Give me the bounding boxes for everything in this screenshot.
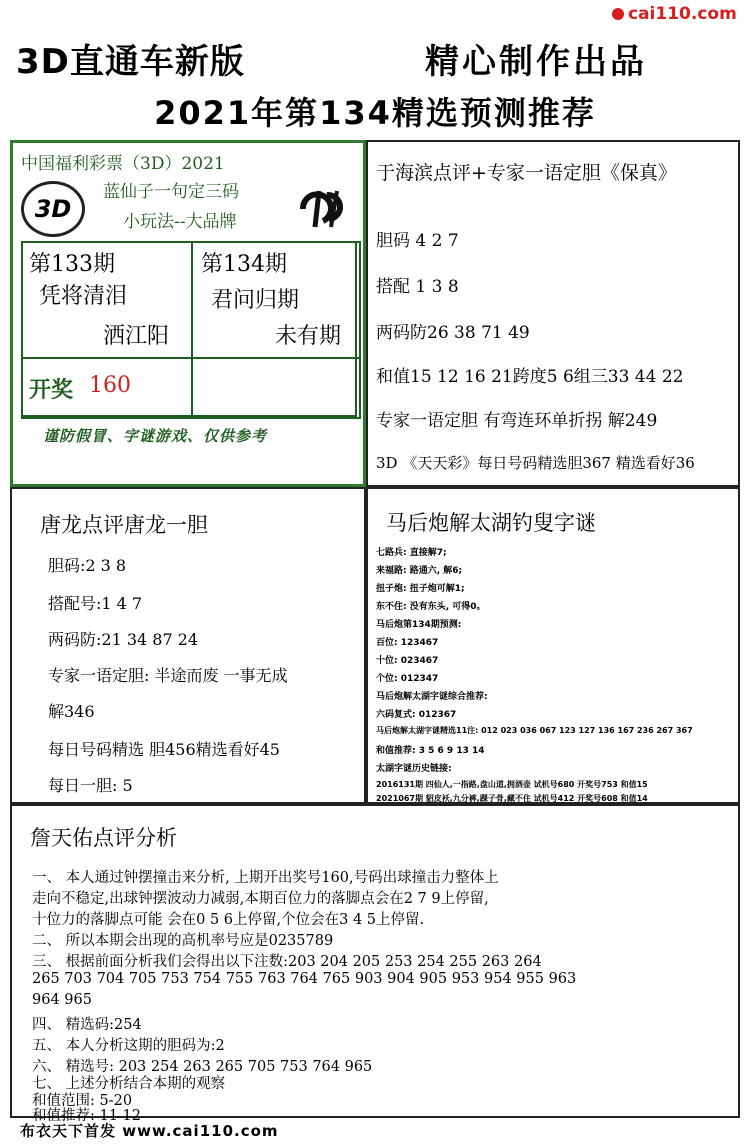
riddle-title: 马后炮解太湖钓叟字谜 — [386, 511, 596, 535]
tanglong-line: 专家一语定胆: 半途而废 一事无成 — [48, 666, 288, 685]
prev-issue-label: 第133期 — [29, 252, 115, 277]
logo-dot-icon — [612, 8, 624, 20]
riddle-line: 十位: 023467 — [376, 656, 439, 666]
riddle-line: 个位: 012347 — [376, 674, 439, 684]
riddle-panel — [366, 487, 740, 804]
analysis-line: 三、 根据前面分析我们会得出以下注数:203 204 205 253 254 255 263 264 — [32, 954, 542, 970]
tanglong-title: 唐龙点评唐龙一胆 — [40, 513, 208, 537]
draw-number: 160 — [89, 373, 131, 398]
tanglong-line: 搭配号:1 4 7 — [48, 594, 143, 613]
riddle-line: 2021067期 貂皮袄,九分裤,踝子骨,藏不住 试机号412 开奖号608 和值14 — [376, 794, 648, 803]
riddle-line: 六码复式: 012367 — [376, 710, 457, 720]
empty-result-cell — [191, 357, 361, 419]
riddle-line: 百位: 123467 — [376, 638, 439, 648]
warning-text: 谨防假冒、字谜游戏、仅供参考 — [43, 427, 268, 445]
next-issue-cell — [191, 241, 361, 359]
riddle-line: 来福路: 路通六, 解6; — [376, 566, 463, 576]
riddle-line: 马后炮解太湖字谜综合推荐: — [376, 692, 488, 702]
riddle-line: 东不住: 没有东头, 可得0。 — [376, 602, 486, 612]
next-poem-line2: 未有期 — [275, 324, 342, 349]
3d-logo-text: 3D — [34, 195, 72, 223]
analysis-line: 五、 本人分析这期的胆码为:2 — [32, 1038, 225, 1054]
welfare-emblem-icon — [293, 185, 357, 233]
expert-review-title: 于海滨点评+专家一语定胆《保真》 — [376, 162, 677, 184]
logo-text: cai110.com — [628, 4, 737, 24]
expert-line: 专家一语定胆 有弯连环单折拐 解249 — [376, 411, 658, 431]
lottery-card-title: 中国福利彩票（3D）2021 — [21, 154, 225, 174]
riddle-line: 马后炮解太湖字谜精选11注: 012 023 036 067 123 127 136 167 236 267 367 — [376, 726, 693, 735]
analysis-line: 二、 所以本期会出现的高机率号应是0235789 — [32, 933, 334, 949]
prev-poem-line1: 凭将清泪 — [39, 284, 128, 309]
header-title-left: 3D直通车新版 — [16, 42, 245, 82]
expert-line: 搭配 1 3 8 — [376, 277, 459, 297]
tanglong-panel — [10, 487, 366, 804]
tanglong-line: 胆码:2 3 8 — [48, 556, 127, 575]
card-slogan-2: 小玩法--大品牌 — [123, 212, 237, 232]
lottery-card — [10, 140, 366, 487]
analysis-line: 265 703 704 705 753 754 755 763 764 765 903 904 905 953 954 955 963 — [32, 971, 577, 987]
draw-label: 开奖 — [29, 377, 74, 403]
3d-logo-icon — [21, 181, 85, 237]
expert-line: 3D 《天天彩》每日号码精选胆367 精选看好36 — [376, 454, 695, 472]
analysis-title: 詹天佑点评分析 — [30, 826, 177, 850]
site-logo[interactable] — [612, 4, 737, 24]
analysis-line: 六、 精选号: 203 254 263 265 705 753 764 965 — [32, 1059, 373, 1075]
riddle-line: 扭子炮: 扭子炮可解1; — [376, 584, 465, 594]
expert-line: 两码防26 38 71 49 — [376, 323, 530, 343]
riddle-line: 和值推荐: 3 5 6 9 13 14 — [376, 746, 485, 756]
expert-review-panel — [366, 140, 740, 487]
card-slogan-1: 蓝仙子一句定三码 — [103, 182, 239, 202]
analysis-line: 十位力的落脚点可能 会在0 5 6上停留,个位会在3 4 5上停留. — [32, 912, 425, 928]
issue-grid — [21, 241, 357, 417]
analysis-line: 和值推荐: 11 12 — [32, 1108, 142, 1124]
analysis-panel — [10, 804, 740, 1124]
header-title-right: 精心制作出品 — [425, 42, 647, 82]
expert-line: 和值15 12 16 21跨度5 6组三33 44 22 — [376, 367, 684, 387]
tanglong-line: 每日一胆: 5 — [48, 776, 133, 795]
footer-text: 布衣天下首发 www.cai110.com — [20, 1122, 279, 1140]
tanglong-line: 解346 — [48, 702, 95, 721]
riddle-line: 太湖字谜历史链接: — [376, 764, 452, 774]
draw-result-cell — [21, 357, 193, 419]
next-issue-label: 第134期 — [201, 252, 287, 277]
riddle-line: 2016131期 四仙人,一指路,盘山道,拥酒壶 试机号680 开奖号753 和值15 — [376, 780, 648, 789]
analysis-line: 四、 精选码:254 — [32, 1017, 142, 1033]
page-subtitle: 2021年第134精选预测推荐 — [154, 94, 596, 132]
tanglong-line: 两码防:21 34 87 24 — [48, 630, 199, 649]
prev-poem-line2: 洒江阳 — [103, 324, 170, 349]
next-poem-line1: 君问归期 — [211, 288, 300, 313]
riddle-line: 马后炮第134期预测: — [376, 620, 462, 630]
analysis-line: 一、 本人通过钟摆撞击来分析, 上期开出奖号160,号码出球撞击力整体上 — [32, 870, 499, 886]
prev-issue-cell — [21, 241, 193, 359]
riddle-line: 七路兵: 直接解7; — [376, 548, 447, 558]
analysis-line: 和值范围: 5-20 — [32, 1093, 133, 1109]
analysis-line: 走向不稳定,出球钟摆波动力减弱,本期百位力的落脚点会在2 7 9上停留, — [32, 891, 489, 907]
tanglong-line: 每日号码精选 胆456精选看好45 — [48, 740, 280, 759]
expert-line: 胆码 4 2 7 — [376, 231, 459, 251]
analysis-line: 七、 上述分析结合本期的观察 — [32, 1076, 226, 1092]
analysis-line: 964 965 — [32, 992, 92, 1008]
